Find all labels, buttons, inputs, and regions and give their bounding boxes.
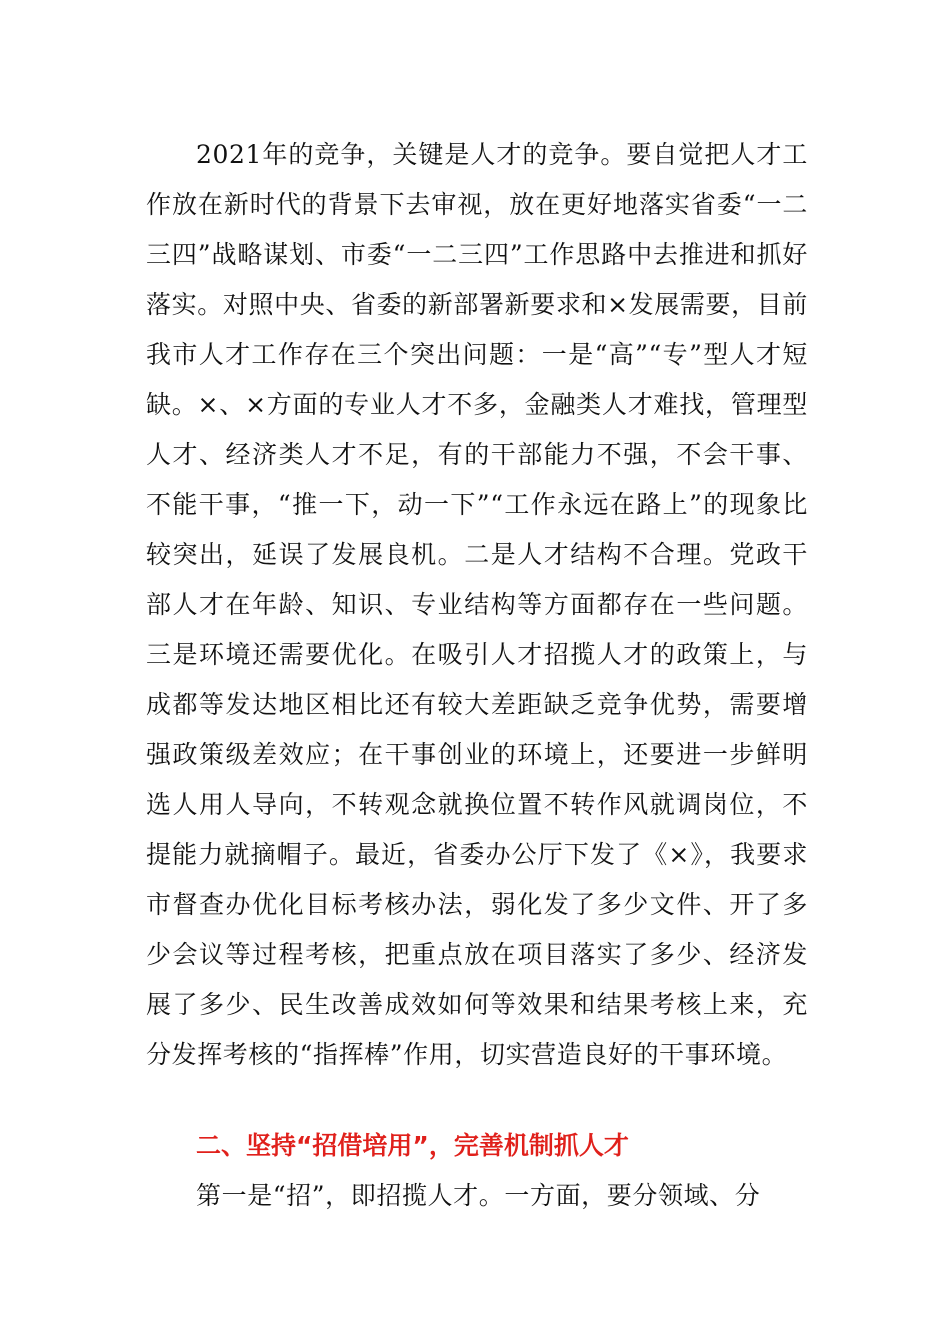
body-paragraph-continued: 第一是“招”，即招揽人才。一方面，要分领域、分 [196,1181,761,1210]
body-paragraph: 2021年的竞争，关键是人才的竞争。要自觉把人才工作放在新时代的背景下去审视，放在更好地落实省委“一二三四”战略谋划、市委“一二三四”工作思路中去推进和抓好落实。对照中央、省委的新部署新要求和×发展需要，目前我市人才工作存在三个突出问题：一是“高”“专”型人才短缺。×、×方面的专业人才不多，金融类人才难找，管理型人才、经济类人才不足，有的干部能力不强，不会干事、不能干事，“推一下，动一下”“工作永远在路上”的现象比较突出，延误了发展良机。二是人才结构不合理。党政干部人才在年龄、知识、专业结构等方面都存在一些问题。三是环境还需要优化。在吸引人才招揽人才的政策上，与成都等发达地区相比还有较大差距缺乏竞争优势，需要增强政策级差效应；在干事创业的环境上，还要进一步鲜明选人用人导向，不转观念就换位置不转作风就调岗位，不提能力就摘帽子。最近，省委办公厅下发了《×》，我要求市督查办优化目标考核办法，弱化发了多少文件、开了多少会议等过程考核，把重点放在项目落实了多少、经济发展了多少、民生改善成效如何等效果和结果考核上来，充分发挥考核的“指挥棒”作用，切实营造良好的干事环境。 [146,140,808,1069]
section-heading: 二、坚持“招借培用”，完善机制抓人才 [196,1131,629,1160]
